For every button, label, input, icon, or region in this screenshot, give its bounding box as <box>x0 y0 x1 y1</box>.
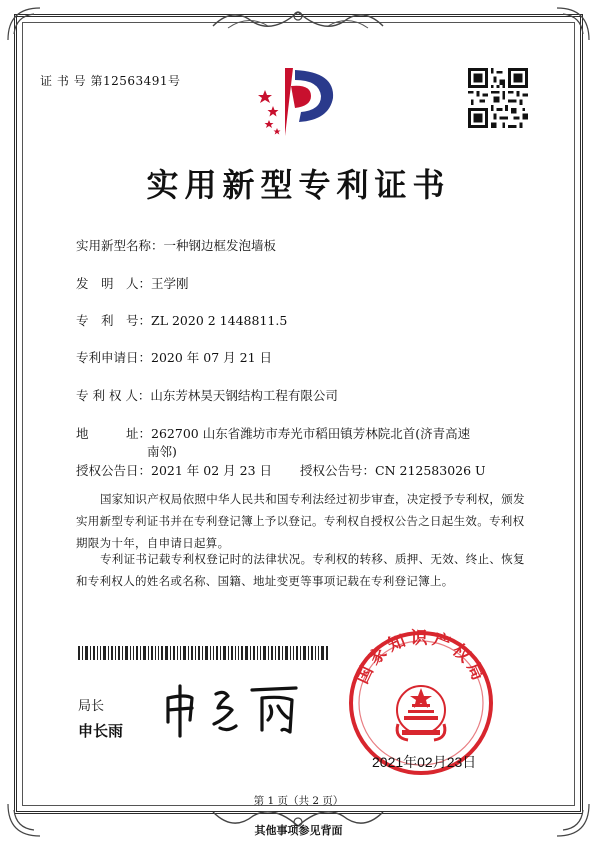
field-label: 专 利 号： <box>76 313 152 328</box>
field-patentee <box>76 386 338 406</box>
field-address-line2: 南邻) <box>147 444 177 459</box>
field-address <box>76 424 470 444</box>
field-label: 授权公告号： <box>300 463 376 478</box>
certificate-title: 实用新型专利证书 <box>146 166 451 204</box>
field-label: 发 明 人： <box>76 276 152 291</box>
field-inventor <box>76 274 189 294</box>
seal-date: 2021年02月23日 <box>372 754 477 770</box>
barcode-icon <box>78 646 328 660</box>
field-grant-number <box>300 461 486 481</box>
field-label: 授权公告日： <box>76 463 152 478</box>
paragraph-legal-status: 专利证书记载专利权登记时的法律状况。专利权的转移、质押、无效、终止、恢复和专利权人的姓名或名称、国籍、地址变更等事项记载在专利登记簿上。 <box>76 552 525 588</box>
field-value: 山东芳林昊天钢结构工程有限公司 <box>150 388 338 403</box>
director-title: 局长 <box>78 699 105 714</box>
field-utility-name <box>76 236 276 256</box>
field-value: CN 212583026 U <box>375 463 486 478</box>
svg-text:国家知识产权局: 国家知识产权局 <box>352 628 490 688</box>
qr-code-icon <box>468 68 528 128</box>
field-value: 2020 年 07 月 21 日 <box>151 350 273 365</box>
footer-note: 其他事项参见背面 <box>254 824 343 837</box>
field-label: 专 利 权 人： <box>76 388 151 403</box>
field-label: 实用新型名称： <box>76 238 164 253</box>
field-value: ZL 2020 2 1448811.5 <box>151 313 288 328</box>
field-filing-date <box>76 348 272 368</box>
director-name: 申长雨 <box>78 722 124 740</box>
field-value: 2021 年 02 月 23 日 <box>151 463 273 478</box>
field-patent-number <box>76 311 287 331</box>
page-number: 第 1 页（共 2 页） <box>253 795 344 807</box>
field-label: 专利申请日： <box>76 350 152 365</box>
cnipa-logo-icon <box>255 62 345 142</box>
corner-ornament-tr <box>553 4 593 44</box>
corner-ornament-tl <box>4 4 44 44</box>
field-value: 王学刚 <box>151 276 189 291</box>
field-value: 一种钢边框发泡墙板 <box>163 238 277 253</box>
field-grant-date <box>76 461 272 481</box>
handwritten-signature-icon <box>158 680 308 740</box>
paragraph-grant-statement: 国家知识产权局依照中华人民共和国专利法经过初步审查，决定授予专利权，颁发实用新型专利证书并在专利登记簿上予以登记。专利权自授权公告之日起生效。专利权期限为十年，自申请日起算。 <box>76 492 525 550</box>
field-label: 地 址： <box>76 426 152 441</box>
certificate-number: 证 书 号 第12563491号 <box>40 74 181 88</box>
field-value: 262700 山东省潍坊市寿光市稻田镇芳林院北首(济青高速 <box>151 426 471 441</box>
top-ornament <box>208 4 388 32</box>
